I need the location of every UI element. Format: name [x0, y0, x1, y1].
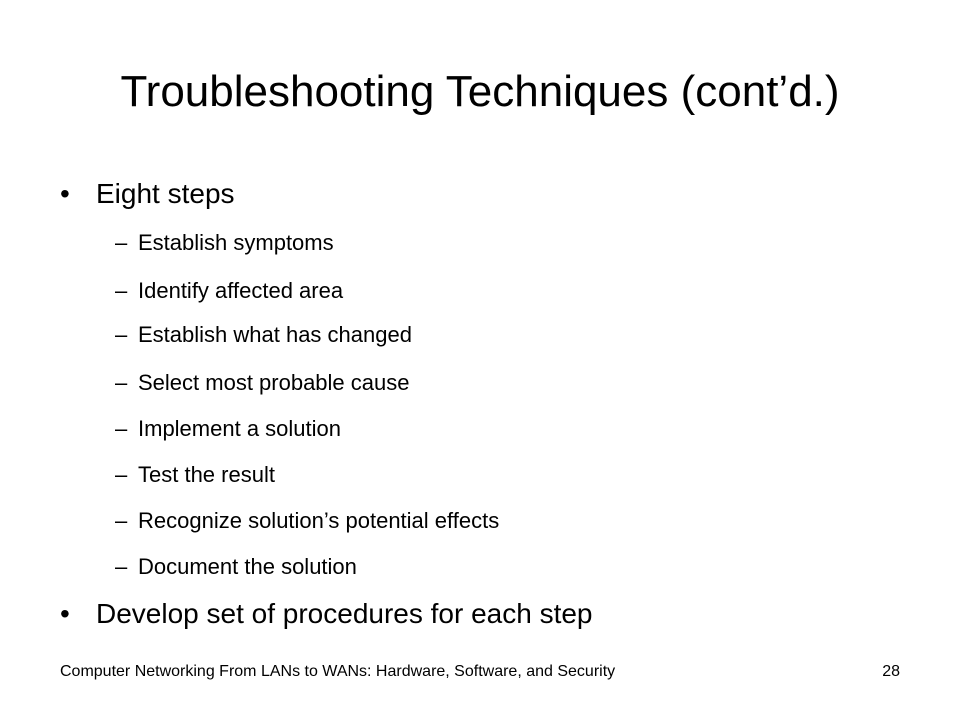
bullet-mark: •: [60, 178, 70, 209]
dash-mark: –: [115, 278, 128, 303]
bullet-mark: •: [60, 598, 70, 629]
sub-item-text: Establish symptoms: [138, 230, 334, 255]
dash-mark: –: [115, 462, 128, 487]
page-number: 28: [882, 663, 900, 680]
sub-item-text: Implement a solution: [138, 416, 341, 441]
footer-text: Computer Networking From LANs to WANs: Hardware, Software, and Security: [60, 663, 616, 680]
sub-item-text: Recognize solution’s potential effects: [138, 508, 500, 533]
sub-item-text: Test the result: [138, 462, 275, 487]
dash-mark: –: [115, 508, 128, 533]
dash-mark: –: [115, 554, 128, 579]
bullet-text: Develop set of procedures for each step: [96, 598, 593, 629]
sub-item-text: Identify affected area: [138, 278, 344, 303]
dash-mark: –: [115, 416, 128, 441]
sub-item-text: Select most probable cause: [138, 370, 410, 395]
dash-mark: –: [115, 370, 128, 395]
sub-item-text: Document the solution: [138, 554, 357, 579]
bullet-text: Eight steps: [96, 178, 235, 209]
dash-mark: –: [115, 230, 128, 255]
sub-item-text: Establish what has changed: [138, 322, 412, 347]
dash-mark: –: [115, 322, 128, 347]
slide-title: Troubleshooting Techniques (cont’d.): [120, 67, 840, 116]
